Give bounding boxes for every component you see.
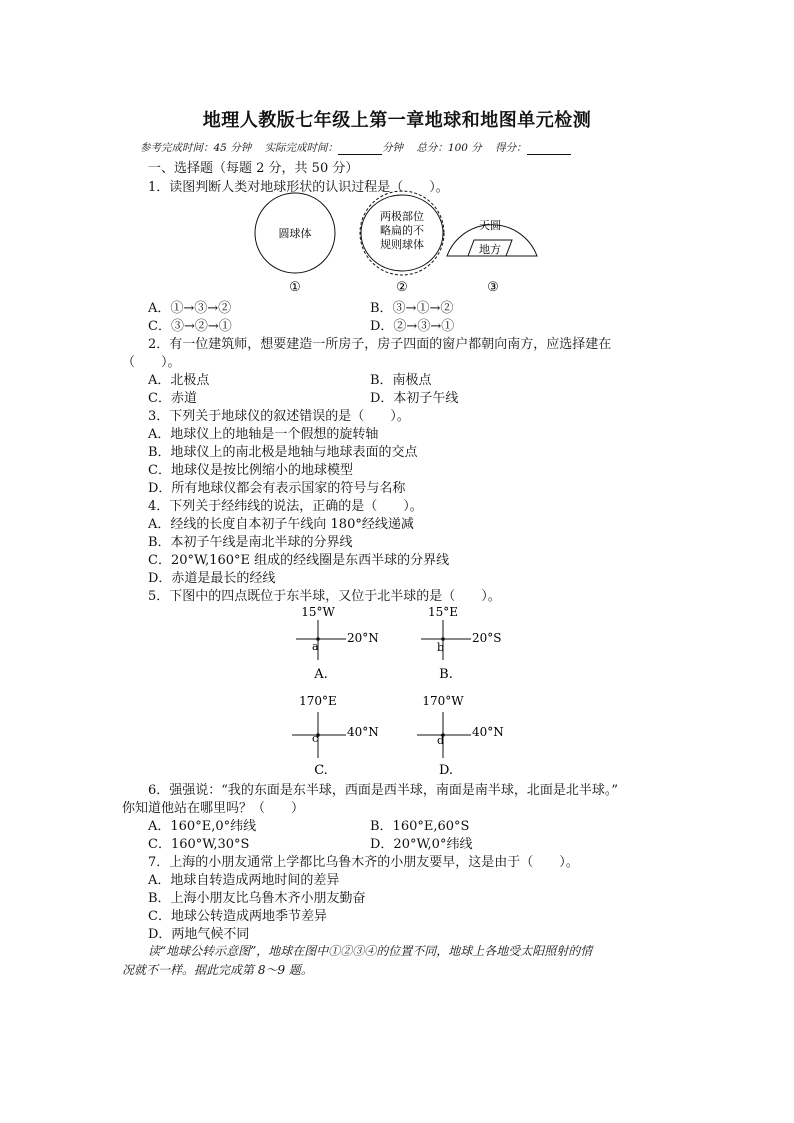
q5-d-caption: D.	[438, 763, 454, 778]
reading-note-line2: 况就不一样。据此完成第 8～9 题。	[122, 963, 313, 977]
q4-option-b[interactable]: B．本初子午线是南北半球的分界线	[148, 535, 353, 550]
q5-b-caption: B.	[439, 667, 453, 682]
q3-option-b[interactable]: B．地球仪上的南北极是地轴与地球表面的交点	[148, 445, 418, 460]
q7-option-b[interactable]: B．上海小朋友比乌鲁木齐小朋友勤奋	[148, 891, 366, 906]
actual-time-label: 实际完成时间：	[264, 142, 339, 154]
fig-num-2: ②	[396, 280, 408, 295]
q5-fig-a	[296, 605, 379, 682]
section-heading: 一、选择题（每题 2 分，共 50 分）	[148, 161, 359, 176]
question-2-stem: 2．有一位建筑师，想要建造一所房子，房子四面的窗户都朝向南方，应选择建在	[148, 337, 612, 352]
q1-option-c[interactable]: C．③→②→①	[148, 319, 232, 334]
q5-d-meridian: 170°W	[422, 694, 464, 708]
q6-option-a[interactable]: A．160°E,0°纬线	[148, 819, 257, 834]
q1-option-b[interactable]: B．③→①→②	[370, 301, 454, 316]
q6-option-c[interactable]: C．160°W,30°S	[148, 837, 250, 852]
ref-time: 参考完成时间：45 分钟	[140, 142, 252, 154]
q7-option-a[interactable]: A．地球自转造成两地时间的差异	[148, 873, 340, 888]
question-1-stem: 1．读图判断人类对地球形状的认识过程是（ ）。	[148, 180, 449, 195]
q2-option-d[interactable]: D．本初子午线	[370, 391, 459, 406]
fig-label-sphere: 圆球体	[278, 227, 312, 240]
fig-label-sky: 天圆	[479, 219, 501, 232]
q5-figure	[280, 600, 520, 780]
q4-option-d[interactable]: D．赤道是最长的经线	[148, 571, 276, 586]
fig-label-polar-3: 规则球体	[380, 238, 424, 251]
q4-option-c[interactable]: C．20°W,160°E 组成的经线圈是东西半球的分界线	[148, 553, 450, 568]
q3-option-c[interactable]: C．地球仪是按比例缩小的地球模型	[148, 463, 353, 478]
actual-time-blank	[338, 143, 382, 155]
question-7-stem: 7．上海的小朋友通常上学都比乌鲁木齐的小朋友要早，这是由于（ ）。	[148, 855, 579, 870]
fig-label-polar-2: 略扁的不	[380, 224, 424, 237]
fig-num-3: ③	[487, 280, 499, 295]
reading-note-line1: 读“地球公转示意图”，地球在图中①②③④的位置不同，地球上各地受太阳照射的情	[148, 944, 593, 958]
q5-a-point: a	[312, 640, 319, 653]
q2-option-b[interactable]: B．南极点	[370, 373, 432, 388]
q5-d-parallel: 40°N	[472, 725, 504, 739]
score-blank	[527, 143, 571, 155]
q5-c-meridian: 170°E	[299, 694, 337, 708]
q5-c-point: c	[312, 732, 319, 745]
fig-label-ground: 地方	[479, 243, 501, 256]
q5-a-parallel: 20°N	[347, 631, 379, 645]
q5-b-meridian: 15°E	[427, 605, 459, 619]
q2-option-c[interactable]: C．赤道	[148, 391, 197, 406]
q3-option-a[interactable]: A．地球仪上的地轴是一个假想的旋转轴	[148, 427, 379, 442]
question-3-stem: 3．下列关于地球仪的叙述错误的是（ ）。	[148, 409, 410, 424]
q7-option-c[interactable]: C．地球公转造成两地季节差异	[148, 909, 327, 924]
q3-option-d[interactable]: D．所有地球仪都会有表示国家的符号与名称	[148, 481, 406, 496]
q5-c-parallel: 40°N	[347, 725, 379, 739]
q5-fig-d	[417, 694, 504, 778]
minute-unit: 分钟	[382, 142, 404, 154]
q5-fig-c	[292, 694, 379, 778]
q5-a-caption: A.	[314, 667, 328, 682]
question-4-stem: 4．下列关于经纬线的说法，正确的是（ ）。	[148, 499, 423, 514]
q5-d-point: d	[437, 734, 445, 747]
score-label: 得分：	[495, 142, 527, 154]
q2-option-a[interactable]: A．北极点	[148, 373, 210, 388]
q7-option-d[interactable]: D．两地气候不同	[148, 927, 250, 942]
q1-option-d[interactable]: D．②→③→①	[370, 319, 455, 334]
fig-num-1: ①	[289, 280, 301, 295]
q6-option-b[interactable]: B．160°E,60°S	[370, 819, 470, 834]
fig-label-polar-1: 两极部位	[380, 210, 424, 223]
page-title: 地理人教版七年级上第一章地球和地图单元检测	[202, 110, 592, 131]
question-2-stem-cont: （ ）。	[122, 355, 181, 370]
q5-c-caption: C.	[314, 763, 328, 778]
q5-b-parallel: 20°S	[472, 631, 502, 645]
question-6-stem: 6．强强说：“我的东面是东半球，西面是西半球，南面是南半球，北面是北半球。”	[148, 783, 619, 798]
q5-a-meridian: 15°W	[301, 605, 335, 619]
total-score: 总分：100 分	[416, 142, 482, 154]
q4-option-a[interactable]: A．经线的长度自本初子午线向 180°经线递减	[148, 517, 414, 532]
q1-figure	[240, 190, 560, 305]
q5-fig-b	[421, 605, 502, 682]
exam-meta	[140, 140, 571, 155]
q6-option-d[interactable]: D．20°W,0°纬线	[370, 837, 473, 852]
q1-option-a[interactable]: A．①→③→②	[148, 301, 232, 316]
question-5-stem: 5．下图中的四点既位于东半球，又位于北半球的是（ ）。	[148, 589, 501, 604]
q5-b-point: b	[437, 641, 445, 654]
question-6-stem-cont: 你知道他站在哪里吗？（ ）	[122, 801, 305, 816]
